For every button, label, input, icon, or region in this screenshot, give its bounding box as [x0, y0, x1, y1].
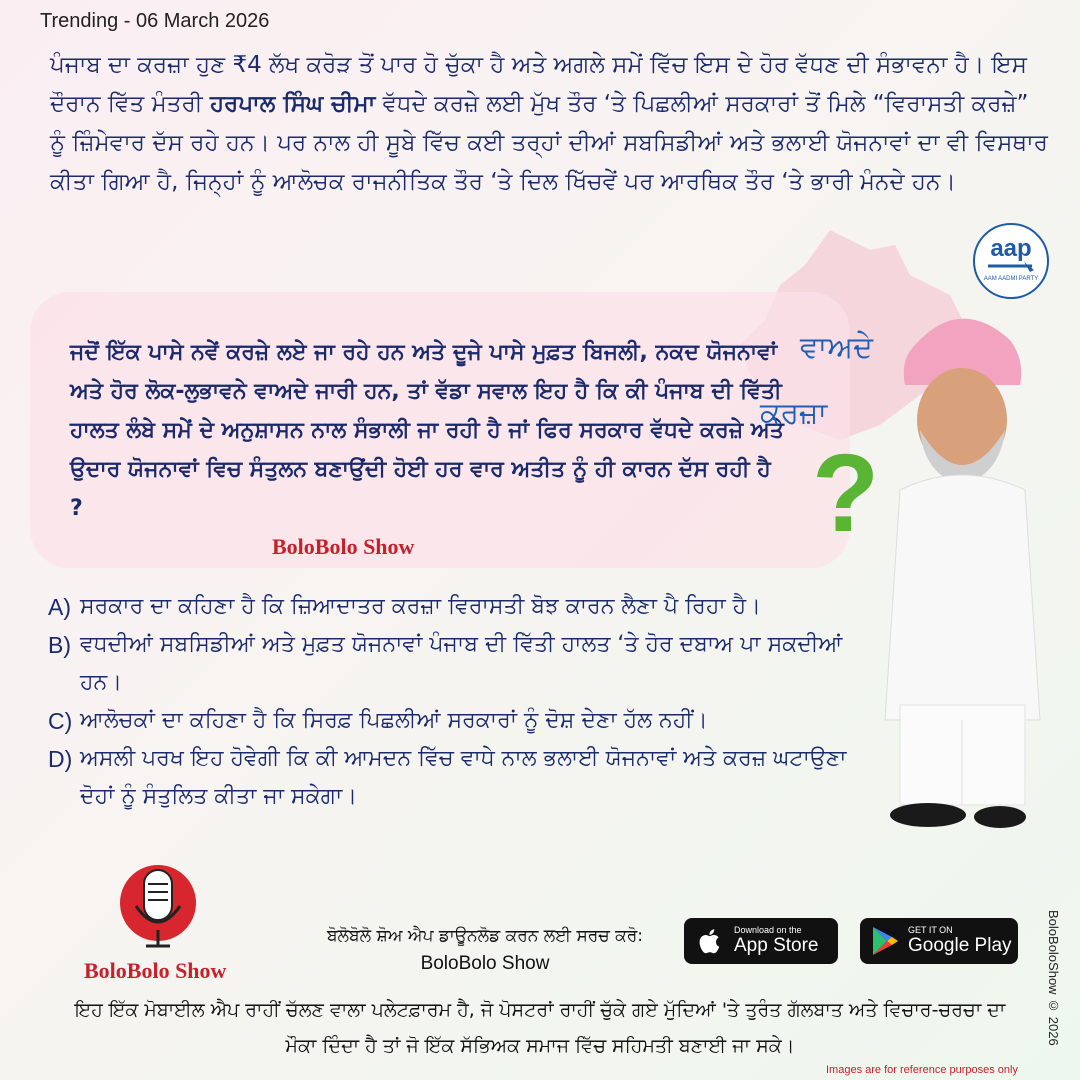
footer-description: ਇਹ ਇੱਕ ਮੋਬਾਈਲ ਐਪ ਰਾਹੀਂ ਚੱਲਣ ਵਾਲਾ ਪਲੇਟਫ਼ਾਰਮ ਹੈ, ਜੋ ਪੋਸਟਰਾਂ ਰਾਹੀਂ ਚੁੱਕੇ ਗਏ ਮੁੱਦਿਆਂ 'ਤੇ ਤੁਰੰਤ ਗੱਲਬਾਤ ਅਤੇ ਵਿਚਾਰ-ਚਰਚਾ ਦਾ ਮੌਕਾ ਦਿੰਦਾ ਹੈ ਤਾਂ ਜੋ ਇੱਕ ਸੱਭਿਅਕ ਸਮਾਜ ਵਿੱਚ ਸਹਿਮਤੀ ਬਣਾਈ ਜਾ ਸਕੇ।	[74, 999, 1006, 1057]
image-disclaimer: Images are for reference purposes only	[826, 1064, 1018, 1076]
question-text: ਜਦੋਂ ਇੱਕ ਪਾਸੇ ਨਵੇਂ ਕਰਜ਼ੇ ਲਏ ਜਾ ਰਹੇ ਹਨ ਅਤੇ ਦੂਜੇ ਪਾਸੇ ਮੁਫ਼ਤ ਬਿਜਲੀ, ਨਕਦ ਯੋਜਨਾਵਾਂ ਅਤੇ ਹੋਰ ਲੋਕ-ਲੁਭਾਵਨੇ ਵਾਅਦੇ ਜਾਰੀ ਹਨ, ਤਾਂ ਵੱਡਾ ਸਵਾਲ ਇਹ ਹੈ ਕਿ ਕੀ ਪੰਜਾਬ ਦੀ ਵਿੱਤੀ ਹਾਲਤ ਲੰਬੇ ਸਮੇਂ ਦੇ ਅਨੁਸ਼ਾਸਨ ਨਾਲ ਸੰਭਾਲੀ ਜਾ ਰਹੀ ਹੈ ਜਾਂ ਫਿਰ ਸਰਕਾਰ ਵੱਧਦੇ ਕਰਜ਼ੇ ਅਤੇ ਉਦਾਰ ਯੋਜਨਾਵਾਂ ਵਿਚ ਸੰਤੁਲਨ ਬਣਾਉਂਦੀ ਹੋਈ ਹਰ ਵਾਰ ਅਤੀਤ ਨੂੰ ਹੀ ਕਾਰਨ ਦੱਸ ਰਹੀ ਹੈ ?	[70, 340, 784, 521]
intro-text-2: ਵੱਧਦੇ ਕਰਜ਼ੇ ਲਈ ਮੁੱਖ ਤੌਰ ‘ਤੇ ਪਿਛਲੀਆਂ ਸਰਕਾਰਾਂ ਤੋਂ ਮਿਲੇ “ਵਿਰਾਸਤੀ ਕਰਜ਼ੇ” ਨੂੰ ਜ਼ਿੰਮੇਵਾਰ ਦੱਸ ਰਹੇ ਹਨ। ਪਰ ਨਾਲ ਹੀ ਸੂਬੇ ਵਿੱਚ ਕਈ ਤਰ੍ਹਾਂ ਦੀਆਂ ਸਬਸਿਡੀਆਂ ਅਤੇ ਭਲਾਈ ਯੋਜਨਾਵਾਂ ਦਾ ਵੀ ਵਿਸਥਾਰ ਕੀਤਾ ਗਿਆ ਹੈ, ਜਿਨ੍ਹਾਂ ਨੂੰ ਆਲੋਚਕ ਰਾਜਨੀਤਿਕ ਤੌਰ ‘ਤੇ ਦਿਲ ਖਿੱਚਵੇਂ ਪਰ ਆਰਥਿਕ ਤੌਰ ‘ਤੇ ਭਾਰੀ ਮੰਨਦੇ ਹਨ।	[50, 91, 1048, 195]
question-mark-icon: ?	[812, 432, 880, 555]
option-c[interactable]	[48, 702, 868, 740]
google-play-icon	[870, 925, 900, 957]
intro-paragraph	[50, 46, 1050, 202]
microphone-icon	[118, 858, 198, 968]
app-store-button[interactable]	[684, 918, 838, 964]
search-line: ਬੋਲੋਬੋਲੋ ਸ਼ੋਅ ਐਪ ਡਾਊਨਲੋਡ ਕਰਨ ਲਈ ਸਰਚ ਕਰੋ:	[326, 926, 644, 946]
tag-promises: ਵਾਅਦੇ	[800, 330, 874, 365]
app-store-big-text: App Store	[734, 935, 819, 956]
option-letter: A)	[48, 594, 71, 620]
option-d[interactable]	[48, 740, 868, 816]
brand-logo-text: BoloBolo Show	[84, 958, 227, 983]
google-play-big-text: Google Play	[908, 935, 1012, 956]
minister-name: ਹਰਪਾਲ ਸਿੰਘ ਚੀਮਾ	[209, 91, 376, 117]
app-name: BoloBolo Show	[420, 953, 550, 974]
option-text: ਵਧਦੀਆਂ ਸਬਸਿਡੀਆਂ ਅਤੇ ਮੁਫ਼ਤ ਯੋਜਨਾਵਾਂ ਪੰਜਾਬ ਦੀ ਵਿੱਤੀ ਹਾਲਤ ‘ਤੇ ਹੋਰ ਦਬਾਅ ਪਾ ਸਕਦੀਆਂ ਹਨ।	[80, 632, 843, 695]
google-play-small-text: GET IT ON	[908, 925, 953, 935]
tag-debt: ਕਰਜ਼ਾ	[760, 396, 828, 431]
option-a[interactable]	[48, 588, 868, 626]
google-play-button[interactable]	[860, 918, 1018, 964]
copyright-notice: BoloBoloShow © 2026	[1046, 910, 1061, 1046]
download-instructions	[300, 922, 670, 978]
option-letter: D)	[48, 746, 73, 772]
apple-icon	[694, 924, 728, 958]
answer-options	[48, 588, 868, 816]
aap-logo-text: aap	[990, 235, 1032, 262]
option-letter: B)	[48, 632, 71, 658]
option-text: ਅਸਲੀ ਪਰਖ ਇਹ ਹੋਵੇਗੀ ਕਿ ਕੀ ਆਮਦਨ ਵਿੱਚ ਵਾਧੇ ਨਾਲ ਭਲਾਈ ਯੋਜਨਾਵਾਂ ਅਤੇ ਕਰਜ਼ ਘਟਾਉਣਾ ਦੋਹਾਂ ਨੂੰ ਸੰਤੁਲਿਤ ਕੀਤਾ ਜਾ ਸਕੇਗਾ।	[80, 746, 847, 809]
minister-photo	[860, 300, 1060, 840]
option-letter: C)	[48, 708, 73, 734]
trending-date: Trending - 06 March 2026	[40, 10, 270, 32]
aap-logo-subtext: AAM AADMI PARTY	[983, 276, 1039, 282]
option-text: ਆਲੋਚਕਾਂ ਦਾ ਕਹਿਣਾ ਹੈ ਕਿ ਸਿਰਫ਼ ਪਿਛਲੀਆਂ ਸਰਕਾਰਾਂ ਨੂੰ ਦੋਸ਼ ਦੇਣਾ ਹੱਲ ਨਹੀਂ।	[80, 708, 708, 733]
option-b[interactable]	[48, 626, 868, 702]
aap-logo	[972, 222, 1050, 300]
option-text: ਸਰਕਾਰ ਦਾ ਕਹਿਣਾ ਹੈ ਕਿ ਜ਼ਿਆਦਾਤਰ ਕਰਜ਼ਾ ਵਿਰਾਸਤੀ ਬੋਝ ਕਾਰਨ ਲੈਣਾ ਪੈ ਰਿਹਾ ਹੈ।	[80, 594, 761, 619]
brand-watermark: BoloBolo Show	[272, 534, 415, 559]
app-store-small-text: Download on the	[734, 925, 802, 935]
intro-text-1: ਪੰਜਾਬ ਦਾ ਕਰਜ਼ਾ ਹੁਣ ₹4 ਲੱਖ ਕਰੋੜ ਤੋਂ ਪਾਰ ਹੋ ਚੁੱਕਾ ਹੈ ਅਤੇ ਅਗਲੇ ਸਮੇਂ ਵਿੱਚ ਇਸ ਦੇ ਹੋਰ ਵੱਧਣ ਦੀ ਸੰਭਾਵਨਾ ਹੈ। ਇਸ ਦੌਰਾਨ ਵਿੱਤ ਮੰਤਰੀ	[50, 52, 1027, 117]
